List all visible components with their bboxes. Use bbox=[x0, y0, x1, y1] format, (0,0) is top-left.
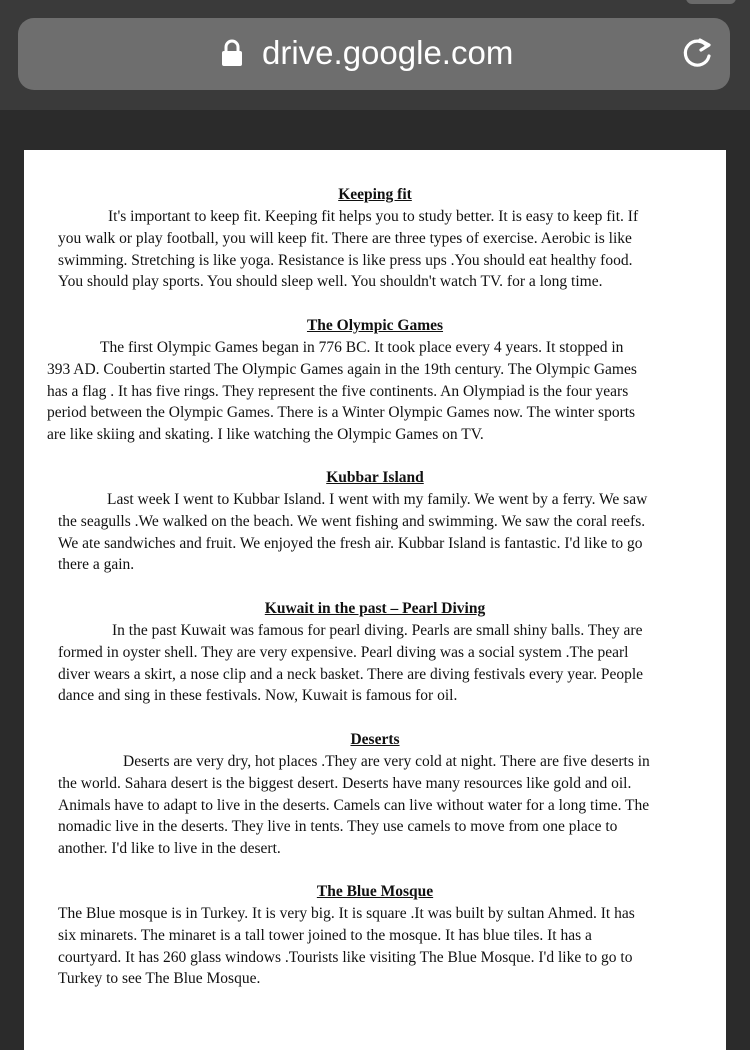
text-line: Deserts are very dry, hot places .They are very cold at night. There are five deserts in bbox=[123, 753, 650, 770]
text-line: courtyard. It has 260 glass windows .Tourists like visiting The Blue Mosque. I'd like to go to bbox=[58, 948, 633, 966]
section-body bbox=[24, 206, 726, 293]
text-line: has a flag . It has five rings. They represent the five continents. An Olympiad is the four years bbox=[47, 382, 629, 400]
document-page bbox=[24, 150, 726, 1050]
text-line: Turkey to see The Blue Mosque. bbox=[58, 970, 261, 988]
text-line: nomadic live in the deserts. They live in tents. They use camels to move from one place to bbox=[58, 818, 618, 836]
text-line: another. I'd like to live in the desert. bbox=[58, 840, 281, 858]
section-heading: Keeping fit bbox=[338, 186, 412, 203]
section-kubbar-island bbox=[24, 467, 726, 576]
section-heading: The Olympic Games bbox=[306, 317, 444, 334]
section-body bbox=[24, 903, 726, 990]
section-olympic-games bbox=[24, 315, 726, 446]
text-line: you walk or play football, you will keep fit. There are three types of exercise. Aerobic is like bbox=[58, 229, 632, 247]
text-line: are like skiing and skating. I like watching the Olympic Games on TV. bbox=[47, 426, 484, 444]
text-line: Last week I went to Kubbar Island. I went with my family. We went by a ferry. We saw bbox=[107, 491, 648, 508]
url-text[interactable]: drive.google.com bbox=[262, 34, 514, 71]
text-line: six minarets. The minaret is a tall tower joined to the mosque. It has blue tiles. It has a bbox=[58, 926, 592, 944]
section-body bbox=[24, 751, 726, 860]
section-body bbox=[24, 337, 726, 446]
text-line: You should play sports. You should sleep well. You shouldn't watch TV. for a long time. bbox=[58, 273, 603, 291]
reload-icon[interactable] bbox=[680, 36, 714, 70]
section-pearl-diving bbox=[24, 598, 726, 707]
text-line: period between the Olympic Games. There is a Winter Olympic Games now. The winter sports bbox=[47, 404, 636, 422]
section-heading: The Blue Mosque bbox=[316, 883, 434, 900]
text-line: The first Olympic Games began in 776 BC. It took place every 4 years. It stopped in bbox=[100, 339, 624, 356]
text-line: formed in oyster shell. They are very expensive. Pearl diving was a social system .The pearl bbox=[58, 643, 629, 661]
text-line: the seagulls .We walked on the beach. We went fishing and swimming. We saw the coral reefs. bbox=[58, 512, 646, 530]
document-viewer[interactable] bbox=[0, 110, 750, 1039]
text-line: In the past Kuwait was famous for pearl diving. Pearls are small shiny balls. They are bbox=[112, 622, 643, 639]
text-line: diver wears a skirt, a nose clip and a neck basket. There are diving festivals every year. People bbox=[58, 665, 644, 683]
text-line: there a gain. bbox=[58, 556, 135, 574]
section-heading: Kuwait in the past – Pearl Diving bbox=[264, 600, 486, 617]
text-line: It's important to keep fit. Keeping fit helps you to study better. It is easy to keep fit. If bbox=[108, 208, 639, 225]
text-line: We ate sandwiches and fruit. We enjoyed the fresh air. Kubbar Island is fantastic. I'd like to go bbox=[58, 534, 643, 552]
section-heading: Kubbar Island bbox=[326, 469, 424, 486]
text-line: dance and sing in these festivals. Now, Kuwait is famous for oil. bbox=[58, 687, 458, 705]
section-deserts bbox=[24, 729, 726, 860]
lock-icon bbox=[220, 39, 244, 67]
text-line: Animals have to adapt to live in the deserts. Camels can live without water for a long time. The bbox=[58, 796, 650, 814]
section-heading: Deserts bbox=[350, 731, 400, 748]
browser-top-bar bbox=[0, 0, 750, 110]
section-body bbox=[24, 620, 726, 707]
section-keeping-fit bbox=[24, 184, 726, 293]
section-blue-mosque bbox=[24, 881, 726, 990]
tab-handle[interactable] bbox=[686, 0, 736, 4]
text-line: the world. Sahara desert is the biggest desert. Deserts have many resources like gold and oil. bbox=[58, 774, 632, 792]
section-body bbox=[24, 489, 726, 576]
text-line: swimming. Stretching is like yoga. Resistance is like press ups .You should eat healthy food. bbox=[58, 251, 633, 269]
text-line: 393 AD. Coubertin started The Olympic Games again in the 19th century. The Olympic Games bbox=[47, 360, 637, 378]
text-line: The Blue mosque is in Turkey. It is very big. It is square .It was built by sultan Ahmed. It has bbox=[58, 905, 635, 922]
